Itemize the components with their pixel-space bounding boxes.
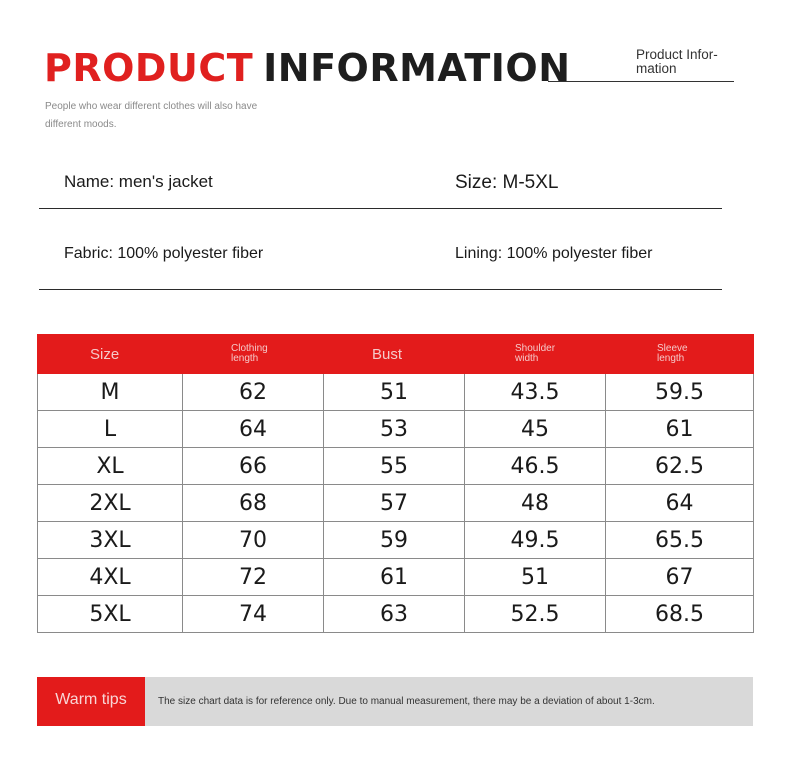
cell-size: 4XL	[38, 559, 183, 596]
cell-bust: 61	[324, 559, 465, 596]
cell-bust: 53	[324, 411, 465, 448]
cell-shoulder-width: 43.5	[465, 374, 606, 411]
table-row	[38, 374, 754, 411]
cell-size: L	[38, 411, 183, 448]
cell-sleeve-length: 68.5	[606, 596, 754, 633]
page-title	[44, 46, 571, 90]
info-row-name-size	[39, 148, 722, 209]
cell-size: 2XL	[38, 485, 183, 522]
title-information: INFORMATION	[263, 46, 571, 90]
header-bust: Bust	[324, 335, 465, 374]
product-size-range: Size: M-5XL	[455, 172, 559, 193]
subtitle: People who wear different clothes will also have different moods.	[45, 101, 258, 130]
corner-label: Product Infor-mation	[636, 47, 718, 76]
cell-size: M	[38, 374, 183, 411]
cell-shoulder-width: 49.5	[465, 522, 606, 559]
header-shoulder-width: Shoulder width	[465, 335, 606, 374]
cell-shoulder-width: 45	[465, 411, 606, 448]
cell-sleeve-length: 62.5	[606, 448, 754, 485]
cell-sleeve-length: 65.5	[606, 522, 754, 559]
cell-bust: 55	[324, 448, 465, 485]
product-fabric: Fabric: 100% polyester fiber	[64, 245, 264, 262]
size-table-header	[38, 335, 754, 374]
cell-shoulder-width: 48	[465, 485, 606, 522]
cell-clothing-length: 72	[183, 559, 324, 596]
cell-clothing-length: 64	[183, 411, 324, 448]
cell-size: 5XL	[38, 596, 183, 633]
cell-sleeve-length: 59.5	[606, 374, 754, 411]
title-product: PRODUCT	[44, 46, 254, 90]
cell-bust: 59	[324, 522, 465, 559]
cell-clothing-length: 66	[183, 448, 324, 485]
table-row	[38, 411, 754, 448]
cell-clothing-length: 62	[183, 374, 324, 411]
corner-divider	[548, 81, 734, 82]
cell-bust: 51	[324, 374, 465, 411]
warm-tips-label: Warm tips	[37, 677, 145, 726]
table-row	[38, 522, 754, 559]
cell-sleeve-length: 64	[606, 485, 754, 522]
table-row	[38, 485, 754, 522]
table-row	[38, 559, 754, 596]
header-sleeve-length: Sleeve length	[606, 335, 754, 374]
cell-clothing-length: 74	[183, 596, 324, 633]
header-size: Size	[38, 335, 183, 374]
warm-tips-text: The size chart data is for reference only. Due to manual measurement, there may be a deviation of about 1-3cm.	[158, 696, 655, 707]
cell-shoulder-width: 46.5	[465, 448, 606, 485]
table-row	[38, 448, 754, 485]
info-row-fabric-lining	[39, 229, 722, 290]
cell-bust: 63	[324, 596, 465, 633]
cell-size: XL	[38, 448, 183, 485]
product-lining: Lining: 100% polyester fiber	[455, 245, 653, 262]
cell-shoulder-width: 52.5	[465, 596, 606, 633]
cell-size: 3XL	[38, 522, 183, 559]
cell-shoulder-width: 51	[465, 559, 606, 596]
table-row	[38, 596, 754, 633]
cell-sleeve-length: 61	[606, 411, 754, 448]
size-table	[37, 334, 754, 633]
product-name: Name: men's jacket	[64, 172, 213, 191]
cell-sleeve-length: 67	[606, 559, 754, 596]
cell-clothing-length: 68	[183, 485, 324, 522]
header-clothing-length: Clothing length	[183, 335, 324, 374]
warm-tips	[37, 677, 753, 726]
cell-clothing-length: 70	[183, 522, 324, 559]
cell-bust: 57	[324, 485, 465, 522]
